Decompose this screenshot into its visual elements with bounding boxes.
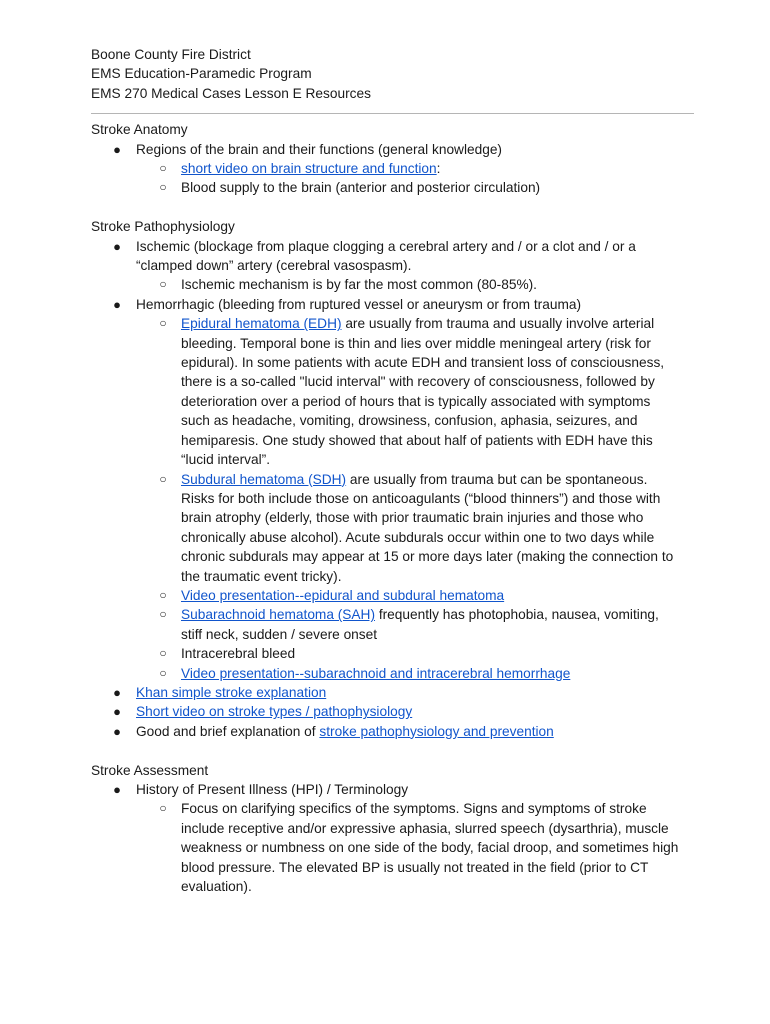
bullet-icon: ●: [113, 238, 121, 254]
bullet-icon: ●: [113, 723, 121, 739]
list-item: [91, 722, 680, 741]
circle-bullet-icon: ○: [159, 316, 167, 331]
hpi-focus-text: Focus on clarifying specifics of the symptoms. Signs and symptoms of stroke include receptive and/or expressive aphasia, slurred speech (dysarthria), muscle weakness or numbness on one side of the body, facial droop, and sometimes high blood pressure. The elevated BP is usually not treated in the field (prior to CT evaluation).: [181, 801, 679, 895]
brain-structure-video-link[interactable]: short video on brain structure and function: [181, 161, 437, 177]
circle-bullet-icon: ○: [159, 801, 167, 816]
circle-bullet-icon: ○: [159, 471, 167, 486]
circle-bullet-icon: ○: [159, 646, 167, 661]
list-item: [91, 780, 680, 799]
bullet-icon: ●: [113, 684, 121, 700]
list-item: [91, 799, 680, 896]
circle-bullet-icon: ○: [159, 607, 167, 622]
subdural-hematoma-link[interactable]: Subdural hematoma (SDH): [181, 471, 347, 487]
subarachnoid-hematoma-text: frequently has photophobia, nausea, vomiting, stiff neck, sudden / severe onset: [181, 607, 659, 642]
ischemic-text: Ischemic (blockage from plaque clogging a cerebral artery and / or a clot and / or a “clamped down” artery (cerebral vasospasm).: [136, 238, 636, 274]
header-lesson: EMS 270 Medical Cases Lesson E Resources: [91, 85, 371, 101]
bullet-icon: ●: [113, 141, 121, 157]
list-item: [91, 159, 680, 178]
header-program: EMS Education-Paramedic Program: [91, 66, 312, 82]
list-item: [91, 470, 680, 586]
bullet-icon: ●: [113, 296, 121, 312]
good-explanation-text: Good and brief explanation of: [136, 723, 320, 739]
section-title-anatomy: Stroke Anatomy: [91, 122, 188, 138]
header-organization: Boone County Fire District: [91, 47, 251, 62]
ischemic-mechanism-text: Ischemic mechanism is by far the most common (80-85%).: [181, 277, 537, 293]
list-item: [91, 683, 680, 702]
bullet-icon: ●: [113, 704, 121, 720]
list-item: [91, 314, 680, 469]
khan-stroke-link[interactable]: Khan simple stroke explanation: [136, 684, 327, 700]
spacer: [91, 198, 680, 217]
intracerebral-bleed-text: Intracerebral bleed: [181, 646, 296, 662]
hpi-text: History of Present Illness (HPI) / Terminology: [136, 782, 409, 797]
epidural-hematoma-text: are usually from trauma and usually involve arterial bleeding. Temporal bone is thin and lies over middle meningeal artery (risk for epidural). In some patients with acute EDH and transient loss of consciousness, there is a so-called "lucid interval" with recovery of consciousness, followed by deterioration over a period of hours that is typically associated with symptoms such as headache, vomiting, drowsiness, confusion, aphasia, seizures, and hemiparesis. One study showed that about half of patients with EDH have this “lucid interval”.: [181, 316, 665, 468]
list-item: [91, 295, 680, 314]
subarachnoid-intracerebral-video-link[interactable]: Video presentation--subarachnoid and intracerebral hemorrhage: [181, 665, 571, 681]
header-divider: [91, 113, 694, 114]
circle-bullet-icon: ○: [159, 587, 167, 602]
circle-bullet-icon: ○: [159, 665, 167, 680]
bullet-icon: ●: [113, 782, 121, 797]
circle-bullet-icon: ○: [159, 180, 167, 195]
list-item: [91, 605, 680, 644]
stroke-prevention-link[interactable]: stroke pathophysiology and prevention: [319, 723, 554, 739]
circle-bullet-icon: ○: [159, 277, 167, 292]
list-item: [91, 586, 680, 605]
anatomy-list: [91, 140, 680, 198]
pathophysiology-list: [91, 237, 680, 742]
spacer: [91, 741, 680, 760]
list-item: [91, 644, 680, 663]
colon-text: :: [436, 161, 441, 177]
document-header: [91, 45, 680, 103]
list-item: [91, 664, 680, 683]
anatomy-item-regions: Regions of the brain and their functions (general knowledge): [136, 141, 502, 157]
epidural-hematoma-link[interactable]: Epidural hematoma (EDH): [181, 316, 342, 332]
subarachnoid-hematoma-link[interactable]: Subarachnoid hematoma (SAH): [181, 607, 376, 623]
section-title-pathophysiology: Stroke Pathophysiology: [91, 219, 235, 235]
stroke-types-video-link[interactable]: Short video on stroke types / pathophysiology: [136, 704, 413, 720]
list-item: [91, 140, 680, 159]
circle-bullet-icon: ○: [159, 161, 167, 176]
hemorrhagic-text: Hemorrhagic (bleeding from ruptured vessel or aneurysm or from trauma): [136, 296, 582, 312]
list-item: [91, 178, 680, 197]
list-item: [91, 275, 680, 294]
list-item: [91, 702, 680, 721]
list-item: [91, 237, 680, 276]
section-title-assessment: Stroke Assessment: [91, 762, 209, 778]
subdural-hematoma-text: are usually from trauma but can be spontaneous. Risks for both include those on anticoagulants (“blood thinners”) and those with brain atrophy (elderly, those with prior traumatic brain injuries and those who chronically abuse alcohol). Acute subdurals occur within one to two days while chronic subdurals may appear at 15 or more days later (making the connection to the traumatic event tricky).: [181, 471, 674, 584]
blood-supply-text: Blood supply to the brain (anterior and posterior circulation): [181, 180, 541, 196]
epidural-subdural-video-link[interactable]: Video presentation--epidural and subdural hematoma: [181, 587, 505, 603]
assessment-list: [91, 780, 680, 896]
